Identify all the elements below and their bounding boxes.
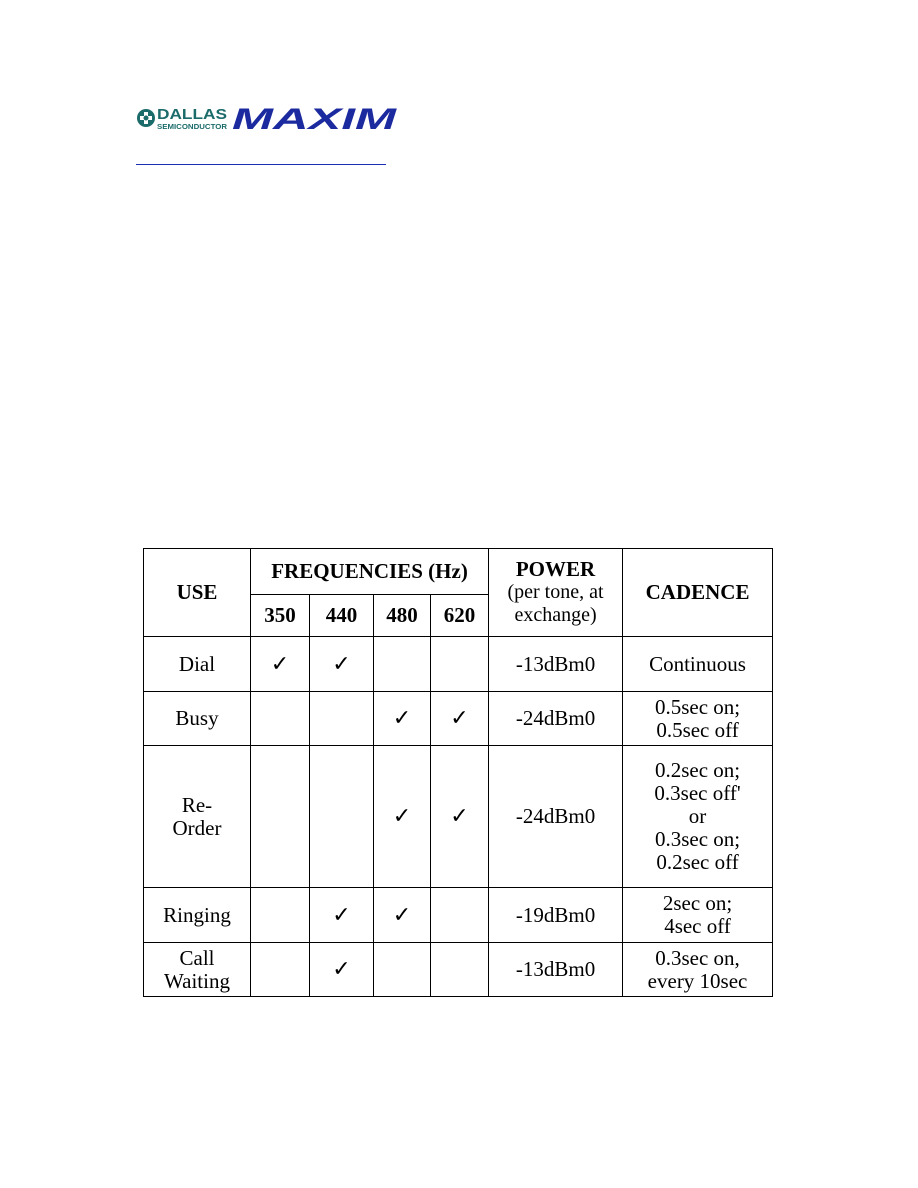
cadence-line: 0.3sec on, bbox=[655, 945, 740, 970]
check-mark-icon: ✓ bbox=[450, 706, 469, 731]
cadence-line: 0.2sec off bbox=[656, 850, 739, 874]
header-power-sub: (per tone, at exchange) bbox=[507, 581, 604, 626]
freq-cell-620 bbox=[431, 888, 489, 943]
cadence-line: 4sec off bbox=[664, 914, 731, 938]
header-freq-440: 440 bbox=[310, 595, 374, 637]
maxim-wordmark: MAXIM bbox=[232, 104, 398, 132]
table-body bbox=[144, 637, 773, 997]
use-cell-ringing bbox=[144, 888, 251, 943]
power-cell: -24dBm0 bbox=[489, 746, 623, 888]
table-row bbox=[144, 692, 773, 746]
freq-cell-350 bbox=[251, 746, 310, 888]
table-row bbox=[144, 637, 773, 692]
freq-cell-440 bbox=[310, 692, 374, 746]
check-mark-icon: ✓ bbox=[270, 651, 290, 677]
freq-cell-440 bbox=[310, 943, 374, 997]
check-mark-icon: ✓ bbox=[392, 706, 412, 731]
use-label: Re- bbox=[181, 792, 213, 817]
freq-cell-620 bbox=[431, 637, 489, 692]
freq-cell-350 bbox=[251, 888, 310, 943]
check-mark-icon: ✓ bbox=[392, 804, 412, 829]
header-cadence: CADENCE bbox=[623, 549, 773, 637]
cadence-line: or bbox=[688, 804, 707, 828]
use-label: Ringing bbox=[163, 902, 231, 927]
use-label: Order bbox=[172, 815, 222, 840]
table-row bbox=[144, 746, 773, 888]
use-label: Dial bbox=[178, 651, 216, 676]
table-row bbox=[144, 888, 773, 943]
use-cell-dial bbox=[144, 637, 251, 692]
power-cell: -13dBm0 bbox=[489, 637, 623, 692]
check-mark-icon: ✓ bbox=[332, 957, 351, 982]
freq-cell-620 bbox=[431, 692, 489, 746]
header-power bbox=[489, 549, 623, 637]
use-cell-re-order bbox=[144, 746, 251, 888]
header-freq-350: 350 bbox=[251, 595, 310, 637]
dallas-maxim-logo bbox=[136, 104, 398, 132]
freq-cell-480 bbox=[374, 943, 431, 997]
cadence-cell bbox=[623, 637, 773, 692]
freq-cell-480 bbox=[374, 888, 431, 943]
cadence-cell bbox=[623, 943, 773, 997]
cadence-line: 2sec on; bbox=[662, 891, 733, 915]
dallas-wordmark: DALLAS bbox=[157, 106, 227, 123]
check-mark-icon: ✓ bbox=[392, 902, 412, 928]
use-label: Waiting bbox=[164, 968, 230, 993]
header-use: USE bbox=[144, 549, 251, 637]
cadence-line: 0.3sec on; bbox=[654, 827, 741, 851]
power-cell: -19dBm0 bbox=[489, 888, 623, 943]
header-power-title: POWER bbox=[515, 557, 596, 581]
freq-cell-350 bbox=[251, 637, 310, 692]
freq-cell-440 bbox=[310, 888, 374, 943]
freq-cell-480 bbox=[374, 637, 431, 692]
freq-cell-620 bbox=[431, 943, 489, 997]
cadence-line: 0.2sec on; bbox=[654, 758, 741, 782]
use-label: Call bbox=[179, 945, 215, 970]
cadence-cell bbox=[623, 746, 773, 888]
dallas-subtext: SEMICONDUCTOR bbox=[157, 124, 227, 131]
power-cell: -24dBm0 bbox=[489, 692, 623, 746]
logo-underline bbox=[136, 164, 386, 165]
freq-cell-350 bbox=[251, 943, 310, 997]
cadence-line: 0.3sec off' bbox=[654, 781, 741, 805]
cadence-line: every 10sec bbox=[647, 968, 748, 993]
cadence-cell bbox=[623, 692, 773, 746]
dallas-emblem-icon bbox=[137, 109, 155, 127]
check-mark-icon: ✓ bbox=[332, 651, 351, 677]
use-label: Busy bbox=[175, 706, 219, 730]
freq-cell-350 bbox=[251, 692, 310, 746]
header-freq-480: 480 bbox=[374, 595, 431, 637]
use-cell-busy bbox=[144, 692, 251, 746]
cadence-line: 0.5sec off bbox=[656, 717, 739, 742]
check-mark-icon: ✓ bbox=[332, 902, 351, 928]
check-mark-icon: ✓ bbox=[450, 804, 469, 829]
cadence-line: Continuous bbox=[649, 651, 746, 676]
power-cell: -13dBm0 bbox=[489, 943, 623, 997]
freq-cell-480 bbox=[374, 746, 431, 888]
header-frequencies: FREQUENCIES (Hz) bbox=[251, 549, 489, 595]
freq-cell-440 bbox=[310, 637, 374, 692]
freq-cell-480 bbox=[374, 692, 431, 746]
call-progress-tone-table bbox=[143, 548, 773, 997]
header-freq-620: 620 bbox=[431, 595, 489, 637]
cadence-line: 0.5sec on; bbox=[654, 694, 741, 719]
freq-cell-620 bbox=[431, 746, 489, 888]
table-row bbox=[144, 943, 773, 997]
freq-cell-440 bbox=[310, 746, 374, 888]
use-cell-call-waiting bbox=[144, 943, 251, 997]
cadence-cell bbox=[623, 888, 773, 943]
